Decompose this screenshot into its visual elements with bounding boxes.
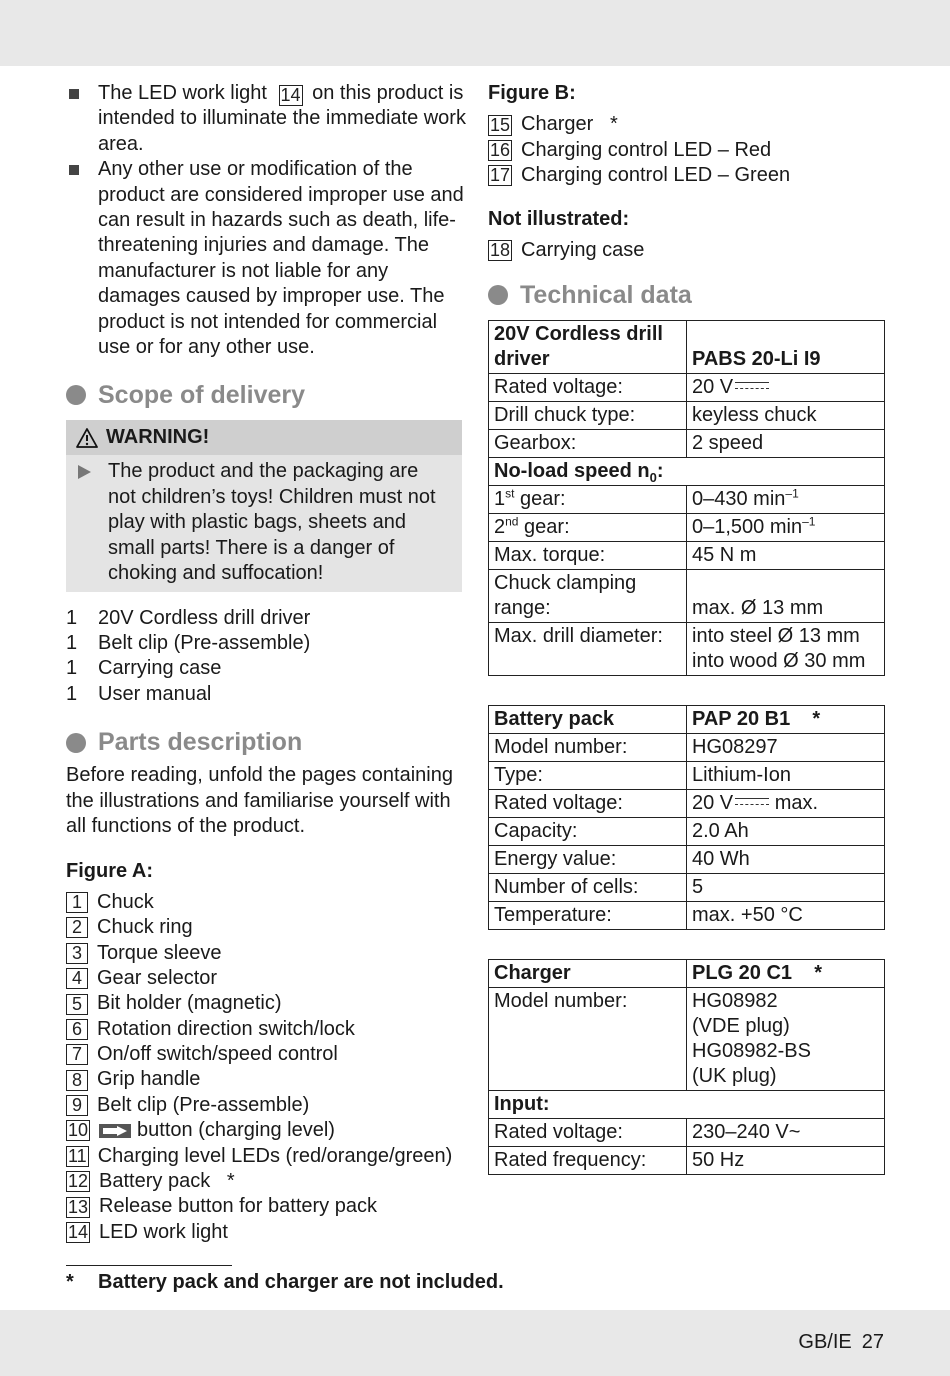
- warning-header: WARNING!: [66, 420, 462, 455]
- arrow-right-icon: [78, 465, 91, 479]
- list-item: 1 Chuck: [66, 890, 466, 915]
- table-row: Max. torque: 45 N m: [489, 542, 885, 570]
- delivery-list: [66, 606, 466, 708]
- table-row: Drill chuck type: keyless chuck: [489, 402, 885, 430]
- figure-a-parts: [66, 890, 466, 1245]
- table-row: Model number: HG08297: [489, 734, 885, 762]
- table-row: 1st gear: 0–430 $\min^{-1}$: [489, 486, 885, 514]
- list-item: 11 Charging level LEDs (red/orange/green): [68, 1144, 453, 1167]
- list-item: 4 Gear selector: [66, 966, 466, 991]
- list-item: 9 Belt clip (Pre-assemble): [66, 1093, 466, 1118]
- table-row: 20V Cordless drill driver PABS 20-Li I9: [489, 321, 885, 374]
- table-row: Max. drill diameter: into steel Ø 13 mm into wood Ø 30 mm: [489, 623, 885, 676]
- table-row: Temperature: max. +50 °C: [489, 902, 885, 930]
- table-row: Battery pack PAP 20 B1 *: [489, 706, 885, 734]
- footnote: * Battery pack and charger are not included.: [66, 1271, 504, 1293]
- table-row: Gearbox: 2 speed: [489, 430, 885, 458]
- list-item: 10 button (charging level): [68, 1119, 335, 1142]
- list-item: 6 Rotation direction switch/lock: [66, 1017, 466, 1042]
- charging-level-button-icon: [99, 1124, 131, 1138]
- figure-b-label: Figure B:: [488, 82, 576, 104]
- charger-spec-table: [488, 959, 885, 1175]
- list-item: 1 Belt clip (Pre-assemble): [66, 631, 311, 654]
- table-row: Chuck clamping range: max. Ø 13 mm: [489, 570, 885, 623]
- table-row: Type: Lithium-Ion: [489, 762, 885, 790]
- bullet-led-light: The LED work light 14 on this product is intended to illuminate the immediate work area.: [66, 81, 466, 157]
- table-row: Energy value: 40 Wh: [489, 846, 885, 874]
- language-code: GB/IE: [798, 1331, 852, 1353]
- footnote-divider: [66, 1265, 232, 1266]
- list-item: 1 User manual: [66, 682, 212, 705]
- section-heading-technical: Technical data: [488, 280, 888, 310]
- list-item: 14 LED work light: [68, 1220, 228, 1243]
- list-item: 15 Charger *: [490, 113, 618, 136]
- drill-spec-table: [488, 320, 885, 676]
- not-illustrated-label: Not illustrated:: [488, 207, 630, 230]
- warning-triangle-icon: [76, 428, 98, 448]
- list-item: 17 Charging control LED – Green: [490, 164, 791, 187]
- list-item: 7 On/off switch/speed control: [66, 1042, 466, 1067]
- right-column: [488, 81, 888, 1175]
- table-row: Rated voltage: 20 V: [489, 374, 885, 402]
- square-bullet-icon: [69, 89, 79, 99]
- figure-b-parts: [488, 112, 888, 188]
- table-row: Rated voltage: 20 V max.: [489, 790, 885, 818]
- table-row: No-load speed $n_0$:: [489, 458, 885, 486]
- warning-text: The product and the packaging are not children’s toys! Children must not play with plastic bags, sheets and small parts! There is a danger of choking and suffocation!: [66, 455, 462, 591]
- list-item: 1 20V Cordless drill driver: [66, 606, 311, 629]
- list-item: 3 Torque sleeve: [66, 941, 466, 966]
- dc-symbol-icon: [735, 382, 769, 392]
- table-row: Model number: HG08982 (VDE plug) HG08982-BS (UK plug): [489, 988, 885, 1091]
- list-item: 12 Battery pack *: [68, 1170, 235, 1193]
- parts-intro: Before reading, unfold the pages containing the illustrations and familiarise yourself with all functions of the product.: [66, 764, 453, 837]
- square-bullet-icon: [69, 165, 79, 175]
- list-item: 5 Bit holder (magnetic): [66, 991, 466, 1016]
- list-item: 16 Charging control LED – Red: [490, 138, 772, 161]
- list-item: 18 Carrying case: [490, 238, 645, 261]
- figure-a-label: Figure A:: [66, 860, 154, 883]
- table-row: Rated frequency: 50 Hz: [489, 1147, 885, 1175]
- list-item: 2 Chuck ring: [66, 915, 466, 940]
- table-row: Rated voltage: 230–240 V~: [489, 1119, 885, 1147]
- page-footer: [788, 1331, 884, 1354]
- left-column: [66, 81, 466, 1245]
- list-item: 13 Release button for battery pack: [68, 1195, 377, 1218]
- list-item: 8 Grip handle: [66, 1067, 466, 1092]
- list-item: 1 Carrying case: [66, 657, 222, 680]
- part-number-badge: 14: [280, 85, 301, 105]
- warning-box: [66, 420, 462, 591]
- section-heading-scope: Scope of delivery: [66, 380, 466, 410]
- dc-symbol-icon: [735, 798, 769, 808]
- table-row: Charger PLG 20 C1 *: [489, 960, 885, 988]
- heading-dot-icon: [488, 285, 508, 305]
- table-row: Number of cells: 5: [489, 874, 885, 902]
- heading-dot-icon: [66, 733, 86, 753]
- page-number: 27: [861, 1331, 884, 1353]
- battery-spec-table: [488, 705, 885, 930]
- heading-dot-icon: [66, 385, 86, 405]
- table-row: Capacity: 2.0 Ah: [489, 818, 885, 846]
- header-band: [0, 0, 950, 66]
- bullet-improper-use: Any other use or modification of the product are considered improper use and can result in hazards such as death, life-threatening injuries and damage. The manufacturer is not liable for any damages caused by improper use. The product is not intended for commercial use or for any other use.: [66, 157, 466, 360]
- table-row: 2nd gear: 0–1,500 $\min^{-1}$: [489, 514, 885, 542]
- section-heading-parts: Parts description: [66, 728, 466, 758]
- not-illustrated-list: [488, 238, 888, 263]
- table-row: Input:: [489, 1091, 885, 1119]
